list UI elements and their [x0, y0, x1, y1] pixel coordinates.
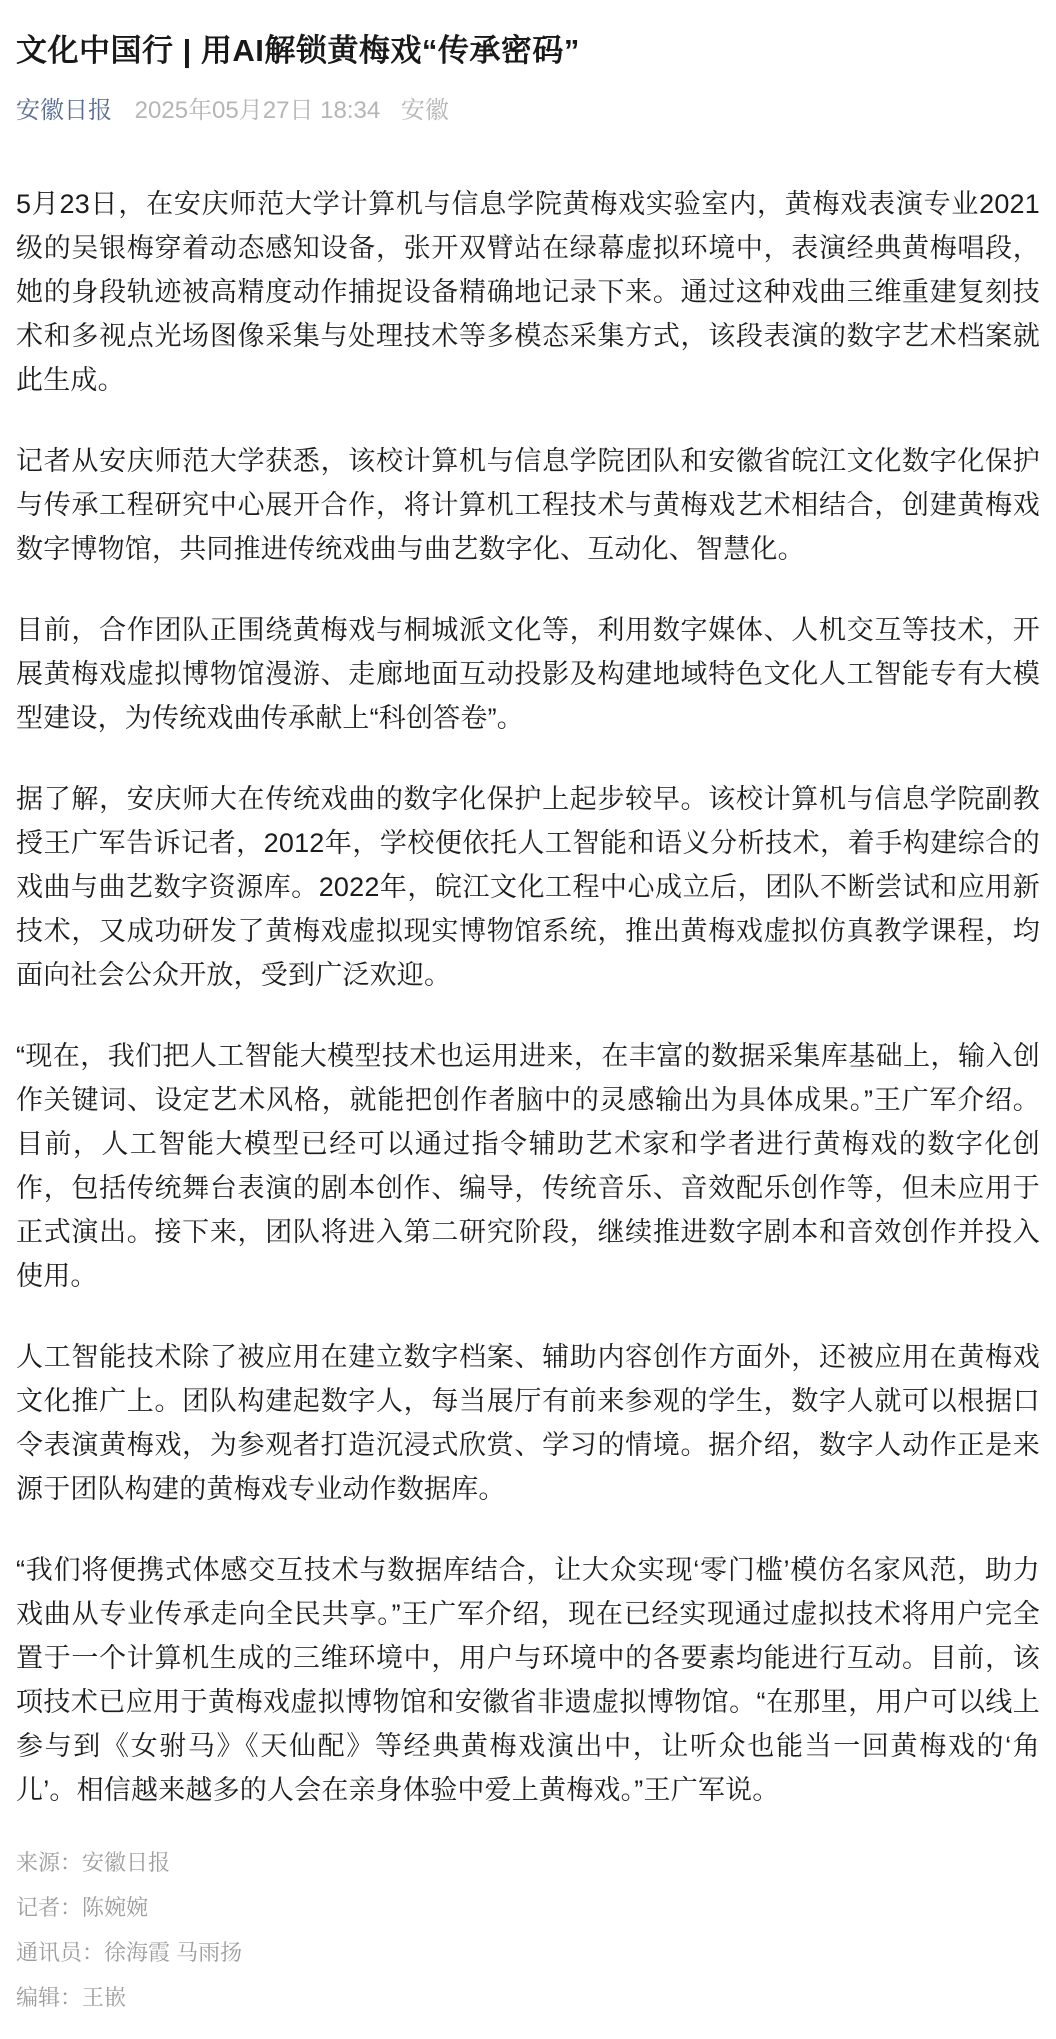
article-paragraph: “我们将便携式体感交互技术与数据库结合，让大众实现‘零门槛’模仿名家风范，助力戏曲从专业传承走向全民共享。”王广军介绍，现在已经实现通过虚拟技术将用户完全置于一个计算机生成的三维环境中，用户与环境中的各要素均能进行互动。目前，该项技术已应用于黄梅戏虚拟博物馆和安徽省非遗虚拟博物馆。“在那里，用户可以线上参与到《女驸马》《天仙配》等经典黄梅戏演出中，让听众也能当一回黄梅戏的‘角儿’。相信越来越多的人会在亲身体验中爱上黄梅戏。”王广军说。	[16, 1554, 1040, 1805]
footer-editor-line: 编辑：王嵌	[16, 1984, 127, 2010]
publish-location: 安徽	[400, 96, 449, 124]
source-account-link[interactable]: 安徽日报	[16, 96, 112, 124]
article-paragraph: “现在，我们把人工智能大模型技术也运用进来，在丰富的数据采集库基础上，输入创作关键词、设定艺术风格，就能把创作者脑中的灵感输出为具体成果。”王广军介绍。目前，人工智能大模型已经可以通过指令辅助艺术家和学者进行黄梅戏的数字化创作，包括传统舞台表演的剧本创作、编导，传统音乐、音效配乐创作等，但未应用于正式演出。接下来，团队将进入第二研究阶段，继续推进数字剧本和音效创作并投入使用。	[16, 1040, 1040, 1291]
article-paragraph: 目前，合作团队正围绕黄梅戏与桐城派文化等，利用数字媒体、人机交互等技术，开展黄梅戏虚拟博物馆漫游、走廊地面互动投影及构建地域特色文化人工智能专有大模型建设，为传统戏曲传承献上“科创答卷”。	[16, 614, 1040, 733]
article-paragraph: 5月23日，在安庆师范大学计算机与信息学院黄梅戏实验室内，黄梅戏表演专业2021级的吴银梅穿着动态感知设备，张开双臂站在绿幕虚拟环境中，表演经典黄梅唱段，她的身段轨迹被高精度动作捕捉设备精确地记录下来。通过这种戏曲三维重建复刻技术和多视点光场图像采集与处理技术等多模态采集方式，该段表演的数字艺术档案就此生成。	[16, 188, 1040, 395]
article-paragraph: 记者从安庆师范大学获悉，该校计算机与信息学院团队和安徽省皖江文化数字化保护与传承工程研究中心展开合作，将计算机工程技术与黄梅戏艺术相结合，创建黄梅戏数字博物馆，共同推进传统戏曲与曲艺数字化、互动化、智慧化。	[16, 445, 1040, 564]
article-paragraph: 据了解，安庆师大在传统戏曲的数字化保护上起步较早。该校计算机与信息学院副教授王广军告诉记者，2012年，学校便依托人工智能和语义分析技术，着手构建综合的戏曲与曲艺数字资源库。2022年，皖江文化工程中心成立后，团队不断尝试和应用新技术，又成功研发了黄梅戏虚拟现实博物馆系统，推出黄梅戏虚拟仿真教学课程，均面向社会公众开放，受到广泛欢迎。	[16, 783, 1040, 990]
footer-source-line: 来源：安徽日报	[16, 1849, 171, 1875]
publish-datetime: 2025年05月27日 18:34	[134, 96, 381, 124]
article-paragraph: 人工智能技术除了被应用在建立数字档案、辅助内容创作方面外，还被应用在黄梅戏文化推广上。团队构建起数字人，每当展厅有前来参观的学生，数字人就可以根据口令表演黄梅戏，为参观者打造沉浸式欣赏、学习的情境。据介绍，数字人动作正是来源于团队构建的黄梅戏专业动作数据库。	[16, 1341, 1040, 1504]
footer-reporter-line: 记者：陈婉婉	[16, 1894, 149, 1920]
article-footer	[16, 1849, 1040, 2012]
page-title: 文化中国行 | 用AI解锁黄梅戏“传承密码”	[16, 33, 580, 68]
footer-correspondent-line: 通讯员：徐海霞 马雨扬	[16, 1939, 243, 1965]
article-body	[16, 182, 1040, 1812]
article-meta	[16, 96, 1040, 126]
